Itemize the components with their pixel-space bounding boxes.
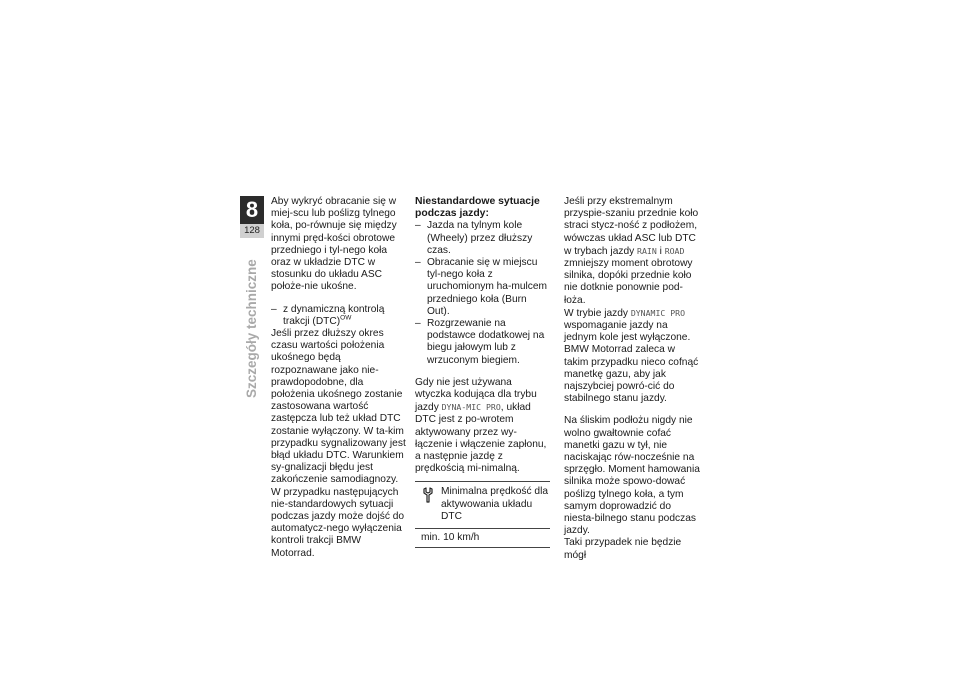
text-run: W trybie jazdy — [564, 307, 631, 319]
mode-name: RAIN — [637, 245, 657, 256]
list-dash: – — [415, 318, 421, 330]
chapter-number: 8 — [240, 196, 264, 224]
column-2 — [415, 196, 550, 548]
mode-name: DYNA-MIC PRO — [441, 402, 501, 413]
text-run: Jeśli przy ekstremalnym przyspie-szaniu przednie koło straci stycz-ność z podłożem, wówczas układ ASC lub DTC w trybach jazdy — [564, 196, 699, 257]
column-1 — [271, 196, 406, 560]
list-item-text: z dynamiczną kontrolą trakcji (DTC) — [283, 303, 385, 327]
paragraph: BMW Motorrad zaleca w takim przypadku nieco cofnąć manetkę gazu, aby jak najszybciej powró-cić do stabilnego stanu jazdy. — [564, 344, 699, 405]
list-item — [415, 318, 550, 367]
list-item-text: Rozgrzewanie na podstawce dodatkowej na biegu jałowym lub z wrzuconym biegiem. — [427, 318, 545, 366]
mode-name: ROAD — [664, 245, 685, 256]
info-table-value: min. 10 km/h — [421, 532, 480, 544]
option-marker: OW — [340, 314, 352, 322]
list-item-text: Obracanie się w miejscu tyl-nego koła z uruchomionym ha-mulcem przedniego koła (Burn Out). — [427, 257, 548, 317]
paragraph: Jeśli przez dłuższy okres czasu wartości położenia ukośnego będą rozpoznawane jako nie-prawdopodobne, dla położenia ukośnego zostanie zastosowana wartość zastępcza lub też układ DTC zostanie wyłączony. W ta-kim przypadku sygnalizowany jest błąd układu DTC. Warunkiem sy-gnalizacji błędu jest zakończenie samodiagnozy. — [271, 328, 406, 486]
wrench-icon — [421, 487, 435, 503]
list-item — [271, 304, 406, 328]
list-dash: – — [415, 257, 421, 269]
paragraph — [564, 307, 702, 345]
paragraph — [564, 196, 702, 307]
text-run: wspomaganie jazdy na jednym kole jest wyłączone. — [564, 320, 691, 344]
list-item — [415, 220, 550, 257]
page-number: 128 — [240, 224, 264, 238]
info-table-header — [415, 482, 550, 529]
info-table-header-text: Minimalna prędkość dla aktywowania układu DTC — [441, 486, 549, 522]
column-3 — [564, 196, 702, 562]
list-dash: – — [271, 303, 277, 315]
section-heading: Niestandardowe sytuacje podczas jazdy: — [415, 196, 540, 220]
chapter-side-title: Szczegóły techniczne — [244, 259, 259, 398]
text-run: Gdy nie jest używana wtyczka kodująca dla trybu jazdy — [415, 376, 537, 414]
paragraph: W przypadku następujących nie-standardowych sytuacji podczas jazdy może dojść do automatycz-nego wyłączenia kontroli trakcji BMW Motorrad. — [271, 486, 405, 559]
list-item — [415, 257, 550, 318]
text-run: zmniejszy moment obrotowy silnika, dopóki przednie koło nie dotknie ponownie pod-łoża. — [564, 258, 693, 306]
info-table — [415, 481, 550, 548]
paragraph: Taki przypadek nie będzie mógł — [564, 537, 682, 561]
mode-name: DYNAMIC PRO — [630, 307, 686, 318]
text-run: i — [656, 245, 665, 257]
paragraph: Aby wykryć obracanie się w miej-scu lub poślizg tylnego koła, po-równuje się między innymi pręd-kości obrotowe przedniego i tyl-nego koła oraz w układzie DTC w stosunku do układu ASC położe-nie ukośne. — [271, 196, 397, 293]
list-item-text: Jazda na tylnym kole (Wheely) przez dłuższy czas. — [427, 220, 533, 256]
paragraph — [415, 377, 550, 476]
list-dash: – — [415, 220, 421, 232]
text-run: , układ DTC jest z po-wrotem aktywowany przez wy-łączenie i włączenie zapłonu, a następnie jazdę z prędkością mi-nimalną. — [415, 402, 547, 475]
paragraph: Na śliskim podłożu nigdy nie wolno gwałtownie cofać manetki gazu w tył, nie naciskając rów-nocześnie na sprzęgło. Moment hamowania silnika może spowo-dować poślizg tylnego koła, a tym samym doprowadzić do niesta-bilnego stanu podczas jazdy. — [564, 415, 700, 537]
